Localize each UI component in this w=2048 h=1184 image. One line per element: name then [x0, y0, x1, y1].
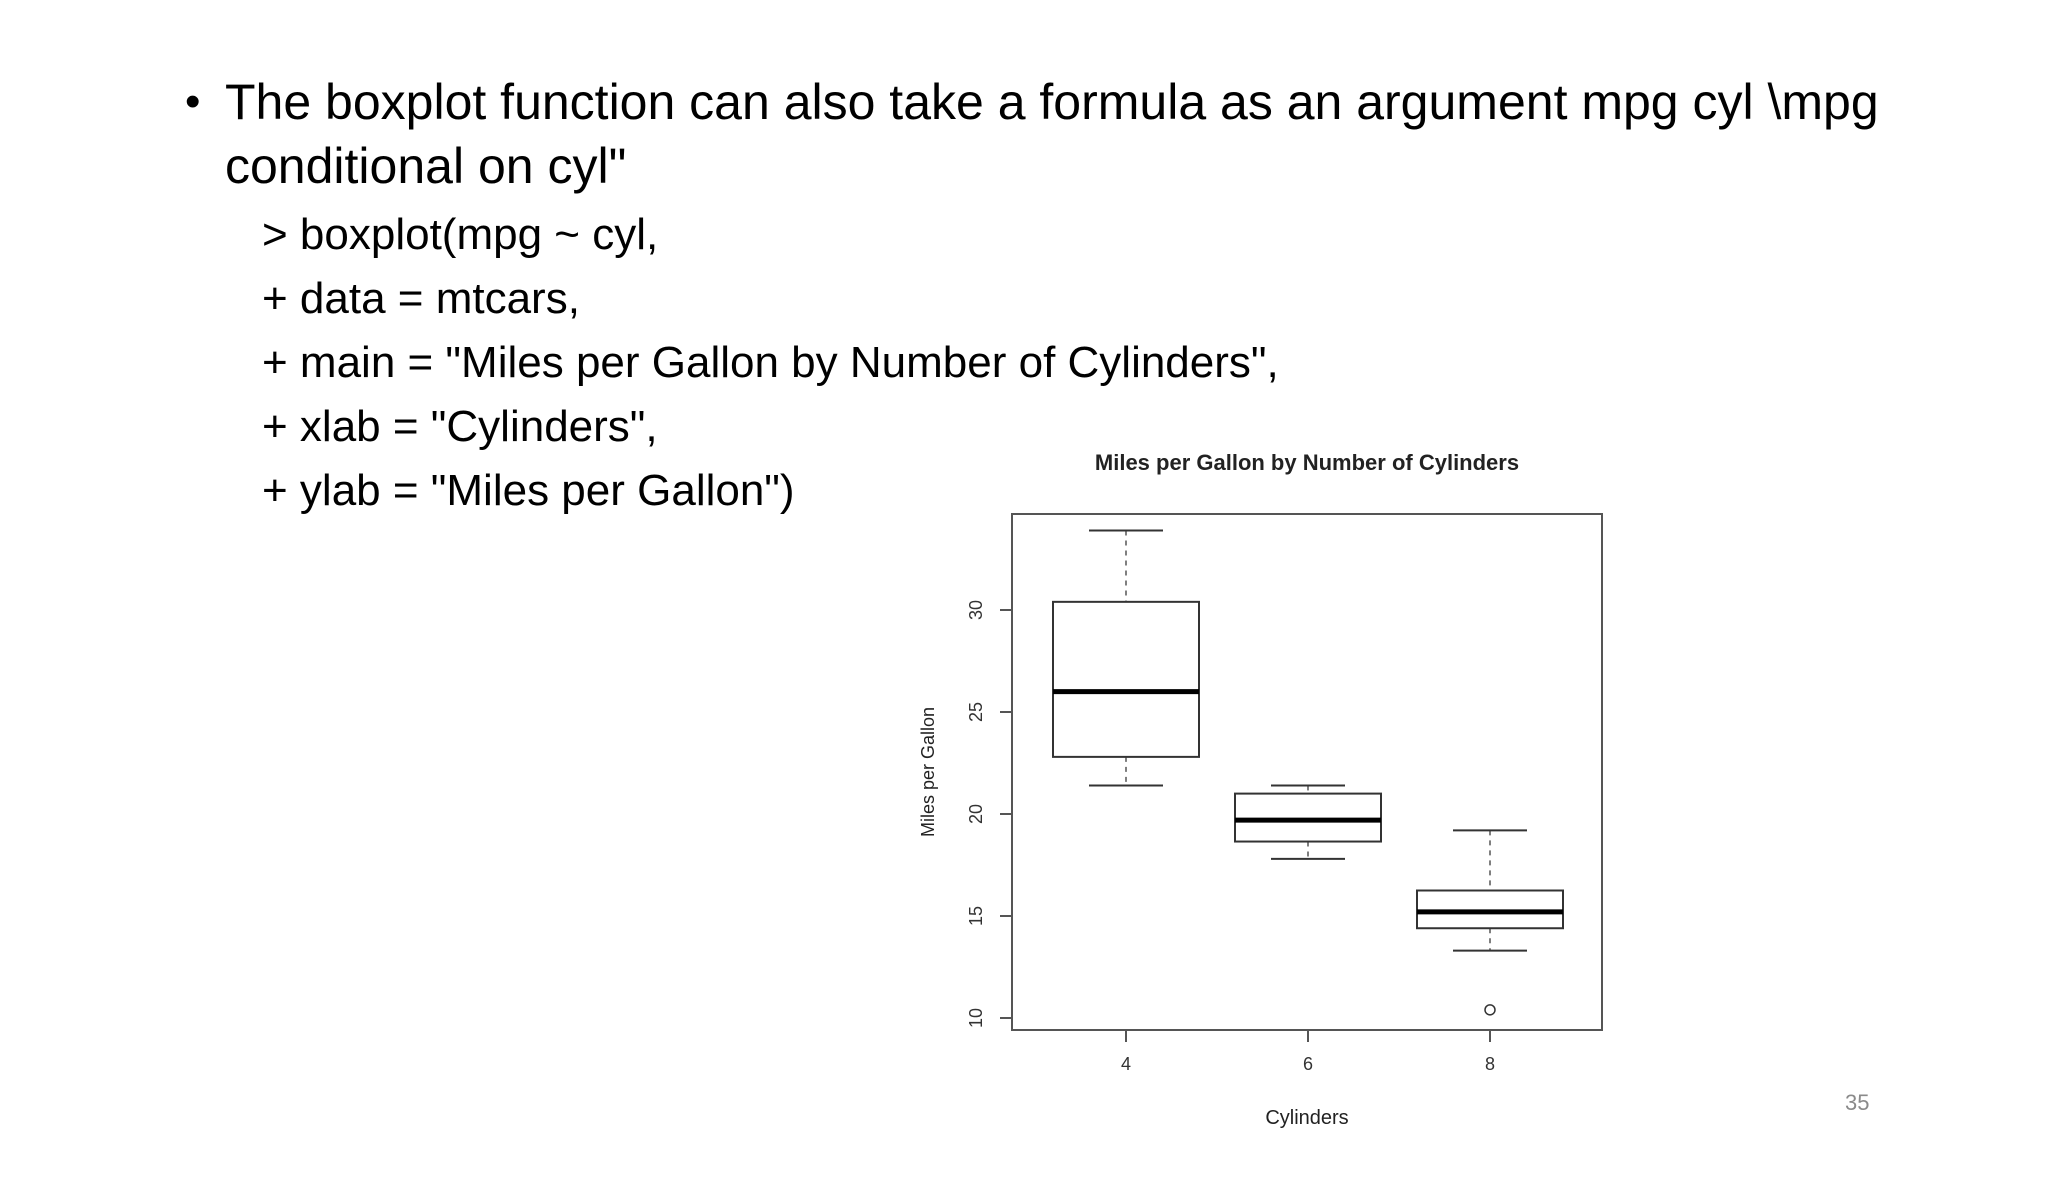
chart-title: Miles per Gallon by Number of Cylinders — [1094, 450, 1520, 475]
x-tick-label: 4 — [1120, 1054, 1132, 1074]
x-tick-label: 6 — [1302, 1054, 1314, 1074]
x-axis-label: Cylinders — [1265, 1107, 1349, 1129]
y-tick-label: 30 — [966, 599, 986, 621]
y-tick-label: 20 — [966, 803, 986, 825]
y-tick-label: 10 — [966, 1007, 986, 1029]
bullet-text: The boxplot function can also take a formula as an argument mpg cyl \mpg conditional on cyl" — [225, 74, 1879, 194]
code-line: + xlab = "Cylinders", — [262, 402, 658, 451]
code-line: + ylab = "Miles per Gallon") — [262, 466, 795, 515]
outlier-point — [1485, 1005, 1495, 1015]
code-line: + data = mtcars, — [262, 274, 580, 323]
y-tick-label: 25 — [966, 701, 986, 723]
y-axis-label: Miles per Gallon — [918, 706, 938, 838]
page-number: 35 — [1845, 1090, 1870, 1115]
code-line: + main = "Miles per Gallon by Number of Cylinders", — [262, 338, 1279, 387]
y-tick-label: 15 — [966, 905, 986, 927]
bullet-dot: • — [185, 77, 201, 126]
box — [1053, 602, 1199, 757]
box — [1235, 794, 1381, 842]
code-line: > boxplot(mpg ~ cyl, — [262, 210, 659, 259]
box — [1417, 891, 1563, 929]
x-tick-label: 8 — [1484, 1054, 1496, 1074]
plot-frame — [1012, 514, 1602, 1030]
